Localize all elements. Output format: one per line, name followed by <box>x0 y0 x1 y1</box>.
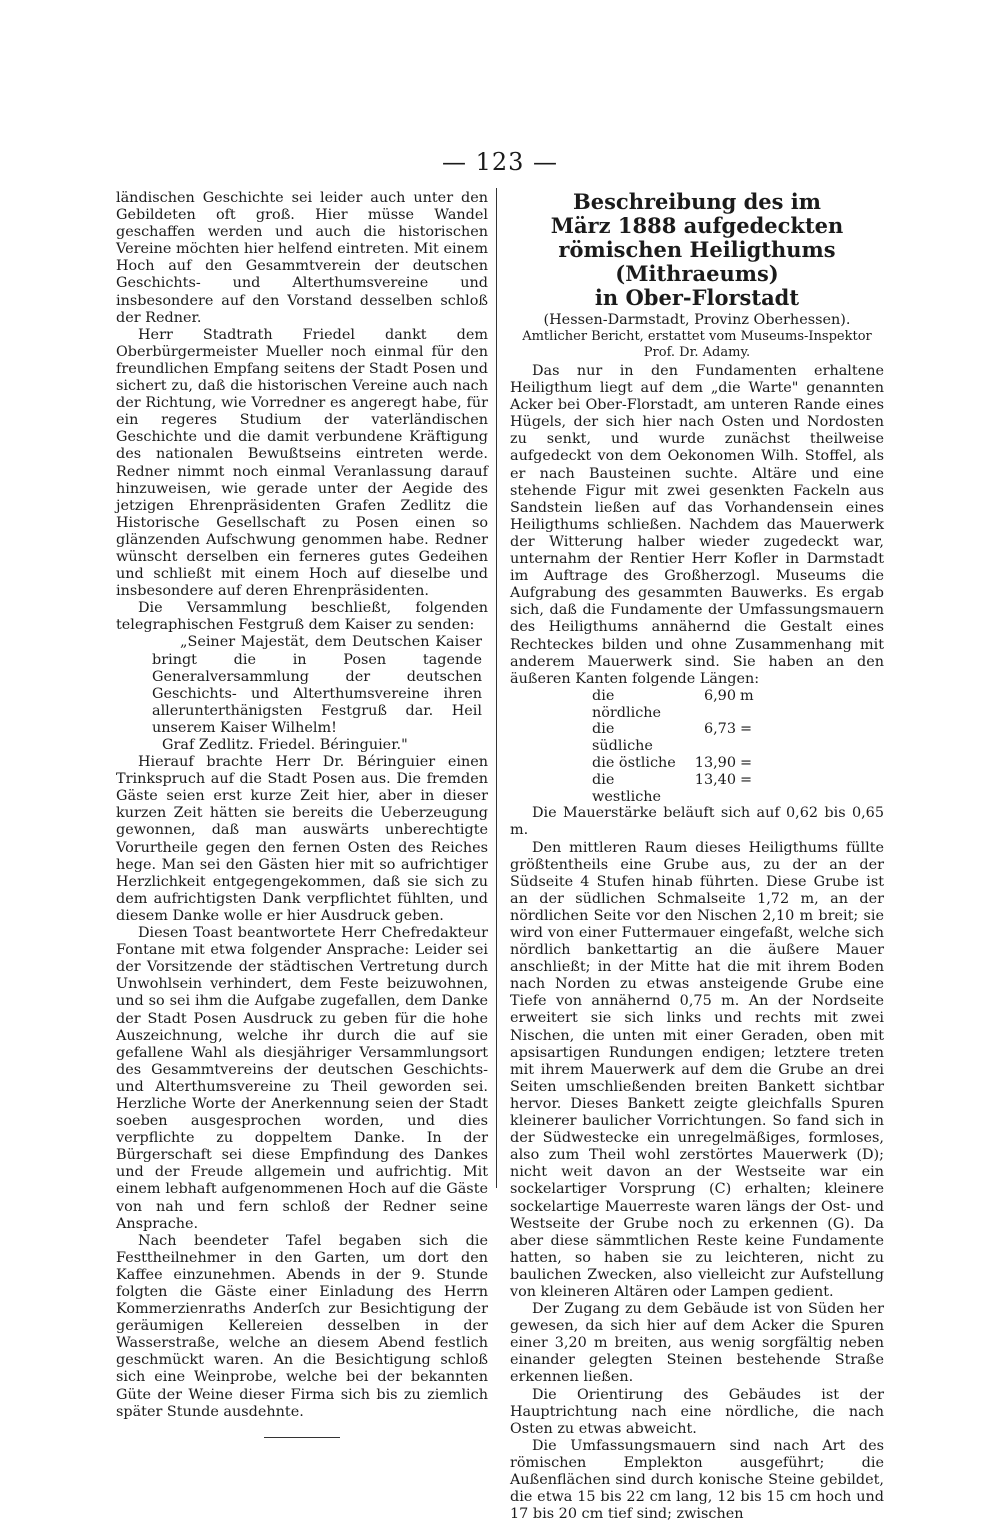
wall-length-unit: m <box>740 687 754 704</box>
article-title-line-3: römischen Heiligthums (Mithraeums) <box>558 237 836 286</box>
wall-length-row <box>592 772 884 806</box>
right-paragraph-6: Die Umfassungsmauern sind nach Art des römischen Emplekton ausgeführt; die Außenflächen sind durch konische Steine gebildet, die etwa 15 bis 22 cm lang, 12 bis 15 cm hoch und 17 bis 20 cm tief sind; zwischen <box>510 1437 884 1523</box>
page-number: — 123 — <box>441 148 559 176</box>
wall-length-value: 6,73 <box>703 721 736 738</box>
wall-length-label: die westliche <box>592 771 662 805</box>
left-column <box>116 190 488 1438</box>
report-byline-2: Prof. Dr. Adamy. <box>643 345 751 360</box>
right-paragraph-2: Die Mauerstärke beläuft sich auf 0,62 bis 0,65 m. <box>510 805 884 839</box>
right-column <box>510 190 884 1523</box>
wall-length-unit: = <box>740 721 753 738</box>
wall-length-label: die nördliche <box>592 687 662 721</box>
left-paragraph-5: Diesen Toast beantwortete Herr Chefredakteur Fontane mit etwa folgender Ansprache: Leider sei der Vorsitzende der städtischen Vertretung durch Unwohlsein verhindert, dem Feste beizuwohnen, und so sei ihm die Aufgabe zugefallen, dem Danke der Stadt Posen Ausdruck zu geben für die hohe Auszeichnung, welche ihr durch die auf sie gefallene Wahl als diesjähriger Versammlungsort des Gesammtvereins der deutschen Geschichts- und Alterthumsvereine zu Theil geworden sei. Herzliche Worte der Anerkennung seien der Stadt soeben ausgesprochen worden, und dies verpflichte zu doppeltem Danke. In der Bürgerschaft sei diese Empfindung des Dankes und der Freude allgemein und aufrichtig. Mit einem lebhaft aufgenommenen Hoch auf die Gäste von nah und fern schloß der Redner seine Ansprache. <box>116 925 488 1232</box>
wall-lengths-list <box>592 688 884 806</box>
right-paragraph-1: Das nur in den Fundamenten erhaltene Heiligthum liegt auf dem „die Warte" genannten Acker bei Ober-Florstadt, am unteren Rande eines Hügels, der sich hier nach Osten und Nordosten zu senkt, und wurde zunächst theilweise aufgedeckt von dem Oekonomen Wilh. Stoffel, als er nach Bausteinen suchte. Altäre und eine stehende Figur mit zwei gesenkten Fackeln aus Sandstein ließen auf das Vorhandensein eines Heiligthums schließen. Nachdem das Mauerwerk der Witterung halber wieder zugedeckt war, unternahm der Rentier Herr Kofler in Darmstadt im Auftrage des Großherzogl. Museums die Aufgrabung des gesammten Bauwerks. Es ergab sich, daß die Fundamente der Umfassungsmauern des Heiligthums annähernd die Gestalt eines Rechteckes bilden und ohne Zusammenhang mit anderem Mauerwerk sind. Sie haben an den äußeren Kanten folgende Längen: <box>510 363 884 687</box>
wall-length-unit: = <box>740 771 753 788</box>
wall-length-row <box>592 721 884 755</box>
report-byline-1: Amtlicher Bericht, erstattet vom Museums-Inspektor <box>522 329 872 344</box>
telegram-text: „Seiner Majestät, dem Deutschen Kaiser bringt die in Posen tagende Generalversammlung der deutschen Geschichts- und Alterthumsvereine ihren allerunterthänigsten Festgruß dar. Heil unserem Kaiser Wilhelm! <box>152 634 482 736</box>
left-paragraph-1: ländischen Geschichte sei leider auch unter den Gebildeten oft groß. Hier müsse Wandel geschaffen werden und auch die historischen Vereine möchten hier helfend eintreten. Mit einem Hoch auf den Gesammtverein der deutschen Geschichts- und Alterthumsvereine und insbesondere auf den Vorstand desselben schloß der Redner. <box>116 190 488 326</box>
wall-length-value: 13,40 <box>694 771 736 788</box>
left-paragraph-2: Herr Stadtrath Friedel dankt dem Oberbürgermeister Mueller noch einmal für den freundlichen Empfang seitens der Stadt Posen und sichert zu, daß die historischen Vereine auch nach der Richtung, wie Vorredner es angeregt habe, für ein regeres Studium der vaterländischen Geschichte und die damit verbundene Kräftigung des nationalen Bewußtseins eintreten werde. Redner nimmt noch einmal Veranlassung darauf hinzuweisen, wie gerade unter der Aegide des jetzigen Ehrenpräsidenten Grafen Zedlitz die Historische Gesellschaft zu Posen einen so glänzenden Aufschwung genommen habe. Redner wünscht derselben ein ferneres gutes Gedeihen und schließt mit einem Hoch auf dieselbe und insbesondere auf deren Ehrenpräsidenten. <box>116 326 488 600</box>
wall-length-label: die östliche <box>592 754 676 771</box>
end-rule <box>264 1437 340 1438</box>
article-subtitle: (Hessen-Darmstadt, Provinz Oberhessen). <box>543 312 851 328</box>
wall-length-value: 6,90 <box>703 687 736 704</box>
left-paragraph-4: Hierauf brachte Herr Dr. Béringuier einen Trinkspruch auf die Stadt Posen aus. Die fremden Gäste seien erst kurze Zeit hier, aber in dieser kurzen Zeit hätten sie bereits die Ueberzeugung gewonnen, daß man auswärts unberechtigte Vorurtheile gegen den fernen Osten des Reiches hege. Man sei den Gästen hier mit so aufrichtiger Herzlichkeit entgegengekommen, daß sie sich zu dem aufrichtigsten Dank verpflichtet fühlten, und diesem Danke wolle er hier Ausdruck geben. <box>116 754 488 924</box>
right-paragraph-3: Den mittleren Raum dieses Heiligthums füllte größtentheils eine Grube aus, zu der an der Südseite 4 Stufen hinab führten. Diese Grube ist an der südlichen Schmalseite 1,72 m, an der nördlichen Seite vor den Nischen 2,10 m breit; sie wird von einer Futtermauer eingefaßt, welche sich nördlich bankettartig an die äußere Mauer anschließt; in der Mitte hat die mit ihrem Boden nach Norden zu etwas ansteigende Grube eine Tiefe von annähernd 0,75 m. An der Nordseite erweitert sie sich links und rechts mit zwei Nischen, die unten mit einer Geraden, oben mit apsisartigen Rundungen endigen; letztere treten mit ihrem Mauerwerk auf dem die Grube an drei Seiten umschließenden breiten Bankett sichtbar hervor. Dieses Bankett zeigte gleichfalls Spuren kleinerer baulicher Vorrichtungen. So fand sich in der Südwestecke ein unregelmäßiges, formloses, also zum Theil wohl zerstörtes Mauerwerk (D); nicht weit davon an der Westseite war ein sockelartiger Vorsprung (C) erhalten; kleinere sockelartige Mauerreste waren längs der Ost- und Westseite der Grube noch zu erkennen (G). Da aber diese sämmtlichen Reste keine Fundamente hatten, so haben sie zu leichteren, nicht zu baulichen Zwecken, also vielleicht zur Aufstellung von kleineren Altären oder Lampen gedient. <box>510 839 884 1300</box>
right-paragraph-4: Der Zugang zu dem Gebäude ist von Süden her gewesen, da sich hier auf dem Acker die Spuren einer 3,20 m breiten, aus wenig sorgfältig neben einander gelegten Steinen bestehende Straße erkennen ließen. <box>510 1301 884 1386</box>
article-title-line-1: Beschreibung des im <box>573 189 821 214</box>
wall-length-row <box>592 688 884 722</box>
right-paragraph-5: Die Orientirung des Gebäudes ist der Hauptrichtung nach eine nördliche, die nach Osten zu etwas abweicht. <box>510 1386 884 1437</box>
column-divider <box>496 188 497 1188</box>
wall-length-value: 13,90 <box>694 754 736 771</box>
article-title-line-4: in Ober-Florstadt <box>594 285 800 310</box>
telegram-signatures: Graf Zedlitz. Friedel. Béringuier." <box>162 737 408 753</box>
wall-length-row <box>592 755 884 772</box>
left-paragraph-6: Nach beendeter Tafel begaben sich die Festtheilnehmer in den Garten, um dort den Kaffee einzunehmen. Abends in der 9. Stunde folgten die Gäste einer Einladung des Herrn Kommerzienraths Anderſch zur Besichtigung der geräumigen Kellereien desselben in der Wasserstraße, welche an diesem Abend festlich geschmückt waren. An die Besichtigung schloß sich eine Weinprobe, welche bei der bekannten Güte der Weine dieser Firma sich bis zu ziemlich später Stunde ausdehnte. <box>116 1232 488 1420</box>
wall-length-unit: = <box>740 754 753 771</box>
wall-length-label: die südliche <box>592 721 653 755</box>
article-title-line-2: März 1888 aufgedeckten <box>550 213 844 238</box>
telegram-quote <box>152 634 482 754</box>
left-paragraph-3: Die Versammlung beschließt, folgenden telegraphischen Festgruß dem Kaiser zu senden: <box>116 600 488 634</box>
